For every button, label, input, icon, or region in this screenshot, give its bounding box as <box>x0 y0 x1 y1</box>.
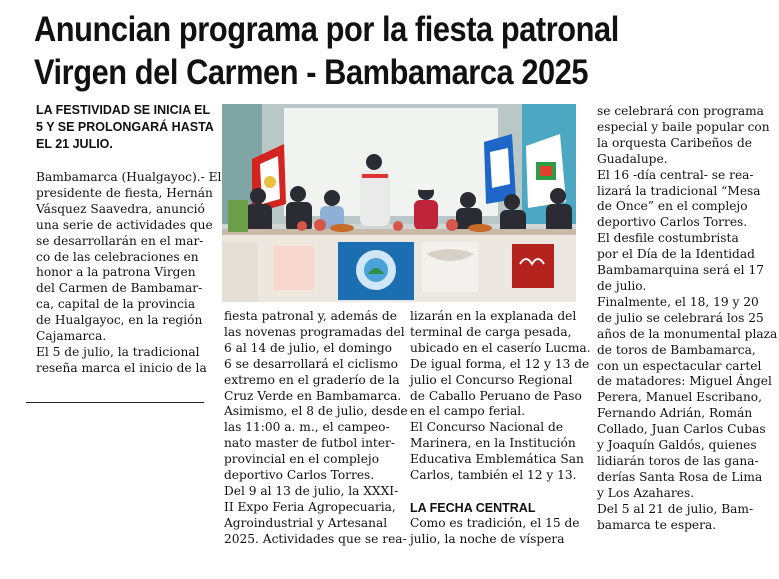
text-line: Del 9 al 13 de julio, la XXXI- <box>224 483 399 498</box>
text-line: especial y baile popular con <box>597 119 770 134</box>
kicker <box>36 102 216 153</box>
text-line: 2025. Actividades que se rea- <box>224 531 407 546</box>
text-line: ca, capital de la provincia <box>36 297 196 312</box>
text-line: Del 5 al 21 de julio, Bam- <box>597 501 754 516</box>
text-line: Collado, Juan Carlos Cubas <box>597 422 766 437</box>
text-line: Agroindustrial y Artesanal <box>224 515 388 530</box>
text-line: se celebrará con programa <box>597 104 764 118</box>
text-line: deportivo Carlos Torres. <box>597 215 748 230</box>
column-divider <box>26 402 204 403</box>
text-line: lizarán en la explanada del <box>410 309 577 323</box>
text-line: las 11:00 a. m., el campeo- <box>224 420 390 435</box>
text-line: por el Día de la Identidad <box>597 247 755 262</box>
text-line: Carlos, también el 12 y 13. <box>410 468 577 483</box>
text-line: julio el Concurso Regional <box>410 372 573 387</box>
text-line: El Concurso Nacional de <box>410 420 564 435</box>
text-line: II Expo Feria Agropecuaria, <box>224 499 396 514</box>
text-line: fiesta patronal y, además de <box>224 309 397 323</box>
text-line: honor a la patrona Virgen <box>36 265 196 280</box>
text-line: Cajamarca. <box>36 329 107 344</box>
section-subheading: LA FECHA CENTRAL <box>410 500 536 515</box>
text-line: 6 se desarrollará el ciclismo <box>224 356 398 371</box>
text-line: julio, la noche de víspera <box>410 531 565 546</box>
text-line: las novenas programadas del <box>224 324 405 339</box>
text-line: Bambamarca (Hualgayoc).- El <box>36 170 222 184</box>
text-line: Finalmente, el 18, 19 y 20 <box>597 294 759 309</box>
text-line: De igual forma, el 12 y 13 de <box>410 356 590 371</box>
text-line: presidente de fiesta, Hernán <box>36 185 213 200</box>
text-line: se desarrollarán en el mar- <box>36 233 204 248</box>
column-3 <box>410 309 591 548</box>
headline <box>34 8 774 94</box>
text-line: reseña marca el inicio de la <box>36 360 207 375</box>
text-line: de Once” en el complejo <box>597 199 748 214</box>
text-line: nato master de futbol inter- <box>224 436 395 451</box>
event-photo <box>222 104 576 302</box>
text-line: Guadalupe. <box>597 151 668 166</box>
headline-line-2: Virgen del Carmen - Bambamarca 2025 <box>34 53 589 92</box>
text-line: bamarca te espera. <box>597 517 717 532</box>
text-line: co de las celebraciones en <box>36 249 199 264</box>
text-line: Marinera, en la Institución <box>410 436 576 451</box>
text-line: y Los Azahares. <box>597 485 695 500</box>
text-line: Asimismo, el 8 de julio, desde <box>224 404 408 419</box>
text-line: de toros de Bambamarca, <box>597 342 756 357</box>
column-2 <box>224 309 408 548</box>
column-1 <box>36 170 222 377</box>
kicker-line: 5 Y SE PROLONGARÁ HASTA <box>36 120 214 134</box>
text-line: y Joaquín Galdós, quienes <box>597 438 757 453</box>
text-line: 6 al 14 de julio, el domingo <box>224 340 393 355</box>
text-line: la orquesta Caribeños de <box>597 135 753 150</box>
text-line: Como es tradición, el 15 de <box>410 515 580 530</box>
text-line: derías Santa Rosa de Lima <box>597 469 763 484</box>
text-line: lizará la tradicional “Mesa <box>597 183 761 198</box>
text-line: de Hualgayoc, en la región <box>36 313 203 328</box>
text-line: Cruz Verde en Bambamarca. <box>224 388 402 403</box>
text-line: lidiarán toros de las gana- <box>597 453 759 468</box>
text-line: de julio se celebrará los 25 <box>597 310 764 325</box>
text-line: años de la monumental plaza <box>597 326 778 341</box>
text-line: ubicado en el caserío Lucma. <box>410 340 591 355</box>
text-line: con un espectacular cartel <box>597 358 762 373</box>
text-line: de julio. <box>597 278 647 293</box>
text-line: Vásquez Saavedra, anunció <box>36 201 205 216</box>
text-line: Perera, Manuel Escribano, <box>597 390 763 405</box>
headline-line-1: Anuncian programa por la fiesta patronal <box>34 10 619 49</box>
column-4 <box>597 104 778 533</box>
text-line: de matadores: Miguel Ángel <box>597 374 772 389</box>
press-conference-photo <box>222 104 576 302</box>
text-line: El desfile costumbrista <box>597 231 739 246</box>
kicker-line: EL 21 JULIO. <box>36 137 113 151</box>
text-line: El 5 de julio, la tradicional <box>36 344 200 359</box>
text-line: terminal de carga pesada, <box>410 324 572 339</box>
column-3-body <box>410 309 591 484</box>
column-3-body-b <box>410 516 588 548</box>
text-line: deportivo Carlos Torres. <box>224 468 375 483</box>
text-line: Educativa Emblemática San <box>410 452 584 467</box>
text-line: del Carmen de Bambamar- <box>36 281 203 296</box>
kicker-line: LA FESTIVIDAD SE INICIA EL <box>36 103 211 117</box>
text-line: en el campo ferial. <box>410 404 526 419</box>
text-line: provincial en el complejo <box>224 452 380 467</box>
text-line: extremo en el graderío de la <box>224 372 400 387</box>
text-line: de Caballo Peruano de Paso <box>410 388 582 403</box>
text-line: El 16 -día central- se rea- <box>597 167 754 182</box>
text-line: Fernando Adrián, Román <box>597 406 753 421</box>
text-line: una serie de actividades que <box>36 217 213 232</box>
text-line: Bambamarquina será el 17 <box>597 263 764 278</box>
